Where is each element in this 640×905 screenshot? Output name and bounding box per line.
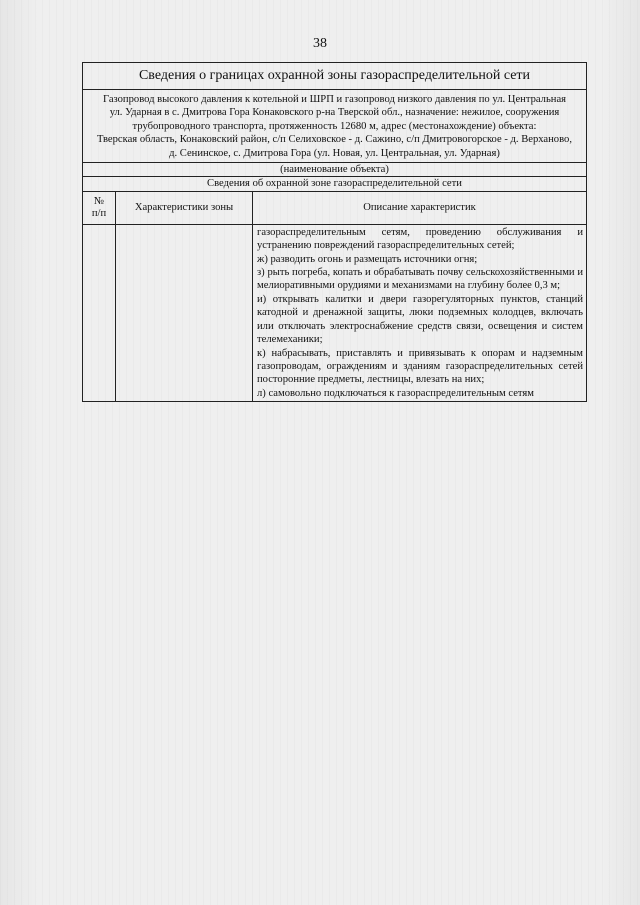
object-line: Газопровод высокого давления к котельной и ШРП и газопровод низкого давления по ул. Центральная	[102, 94, 567, 105]
column-header-zone: Характеристики зоны	[116, 191, 253, 224]
object-line: д. Сенинское, с. Дмитрова Гора (ул. Новая, ул. Центральная, ул. Ударная)	[169, 147, 500, 159]
description-paragraph: з) рыть погреба, копать и обрабатывать почву сельскохозяйственными и мелиоративными орудиями и механизмами на глубину более 0,3 м;	[257, 267, 583, 292]
column-header-description: Описание характеристик	[253, 191, 587, 224]
page-number: 38	[313, 36, 327, 51]
table-header-row	[83, 191, 587, 224]
number-header-line: №	[93, 195, 105, 207]
table-title: Сведения о границах охранной зоны газораспределительной сети	[83, 63, 587, 90]
description-paragraph: газораспределительным сетям, проведению обслуживания и устранению повреждений газораспределительных сетей;	[257, 226, 583, 252]
section-title: Сведения об охранной зоне газораспределительной сети	[83, 177, 587, 191]
row-description-cell	[253, 224, 587, 401]
row-number-cell	[83, 224, 116, 401]
description-paragraph: и) открывать калитки и двери газорегуляторных пунктов, станций катодной и дренажной защиты, люки подземных колодцев, включать или отключать электроснабжение средств связи, освещения и систем телемеханики;	[257, 293, 583, 346]
number-header-line: п/п	[91, 207, 107, 219]
object-line: трубопроводного транспорта, протяженность 12680 м, адрес (местонахождение) объекта:	[132, 120, 537, 132]
description-paragraph: к) набрасывать, приставлять и привязывать к опорам и надземным газопроводам, ограждениям и зданиям газораспределительных сетей посторонние предметы, лестницы, влезать на них;	[257, 347, 583, 386]
object-line: Тверская область, Конаковский район, с/п Селиховское - д. Сажино, с/п Дмитровогорское - д. Верханово,	[97, 134, 572, 146]
column-header-number	[83, 191, 116, 224]
object-description	[83, 90, 587, 163]
protection-zone-table	[82, 62, 587, 402]
description-paragraph: л) самовольно подключаться к газораспределительным сетям	[257, 387, 534, 399]
table-row	[83, 224, 587, 401]
object-caption: (наименование объекта)	[83, 163, 587, 177]
description-paragraph: ж) разводить огонь и размещать источники огня;	[257, 253, 478, 265]
row-zone-cell	[116, 224, 253, 401]
object-line: ул. Ударная в с. Дмитрова Гора Конаковского р-на Тверской обл., назначение: нежилое, сооружения	[109, 107, 560, 119]
